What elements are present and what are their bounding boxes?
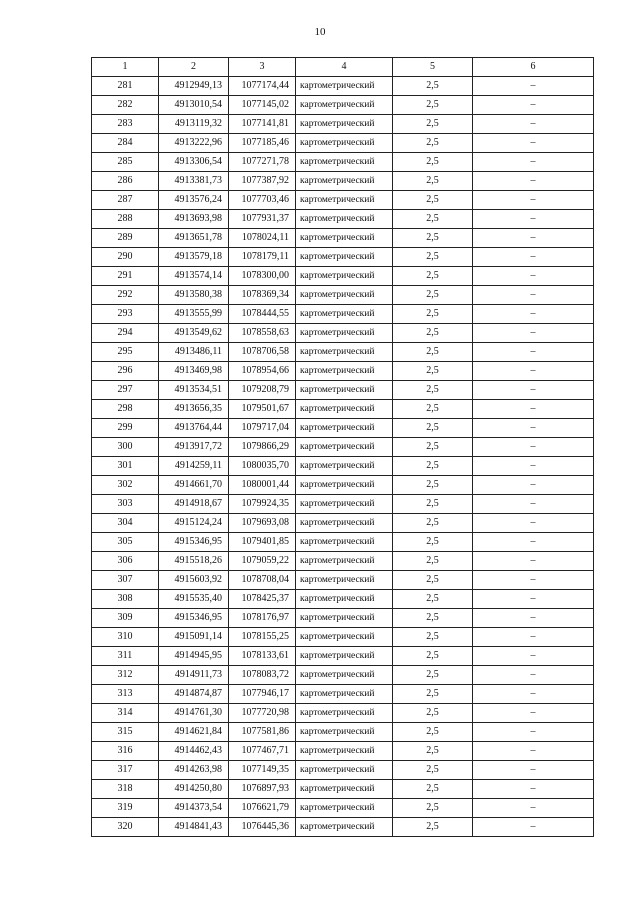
table-row: [92, 115, 594, 134]
table-row: [92, 628, 594, 647]
method-cell: картометрический: [296, 324, 393, 343]
accuracy-cell: 2,5: [393, 609, 473, 628]
point-number-cell: 295: [92, 343, 159, 362]
point-number-cell: 289: [92, 229, 159, 248]
table-row: [92, 818, 594, 837]
coord-y-cell: 1078444,55: [229, 305, 296, 324]
coord-x-cell: 4914661,70: [159, 476, 229, 495]
note-cell: –: [473, 343, 594, 362]
accuracy-cell: 2,5: [393, 229, 473, 248]
method-cell: картометрический: [296, 514, 393, 533]
coord-x-cell: 4914874,87: [159, 685, 229, 704]
point-number-cell: 291: [92, 267, 159, 286]
coord-x-cell: 4913119,32: [159, 115, 229, 134]
note-cell: –: [473, 96, 594, 115]
note-cell: –: [473, 514, 594, 533]
coord-y-cell: 1077946,17: [229, 685, 296, 704]
coord-y-cell: 1076897,93: [229, 780, 296, 799]
point-number-cell: 301: [92, 457, 159, 476]
note-cell: –: [473, 191, 594, 210]
accuracy-cell: 2,5: [393, 438, 473, 457]
accuracy-cell: 2,5: [393, 761, 473, 780]
coord-y-cell: 1077174,44: [229, 77, 296, 96]
point-number-cell: 296: [92, 362, 159, 381]
accuracy-cell: 2,5: [393, 780, 473, 799]
coord-x-cell: 4913693,98: [159, 210, 229, 229]
table-row: [92, 419, 594, 438]
table-row: [92, 172, 594, 191]
coord-x-cell: 4914373,54: [159, 799, 229, 818]
coord-y-cell: 1078558,63: [229, 324, 296, 343]
note-cell: –: [473, 628, 594, 647]
point-number-cell: 318: [92, 780, 159, 799]
note-cell: –: [473, 286, 594, 305]
note-cell: –: [473, 742, 594, 761]
accuracy-cell: 2,5: [393, 381, 473, 400]
table-row: [92, 229, 594, 248]
coord-y-cell: 1077185,46: [229, 134, 296, 153]
method-cell: картометрический: [296, 761, 393, 780]
point-number-cell: 282: [92, 96, 159, 115]
table-body: [92, 77, 594, 837]
accuracy-cell: 2,5: [393, 362, 473, 381]
coord-y-cell: 1079059,22: [229, 552, 296, 571]
coord-x-cell: 4914263,98: [159, 761, 229, 780]
coord-x-cell: 4913381,73: [159, 172, 229, 191]
accuracy-cell: 2,5: [393, 514, 473, 533]
table-row: [92, 476, 594, 495]
accuracy-cell: 2,5: [393, 476, 473, 495]
accuracy-cell: 2,5: [393, 248, 473, 267]
method-cell: картометрический: [296, 628, 393, 647]
note-cell: –: [473, 647, 594, 666]
coord-x-cell: 4913486,11: [159, 343, 229, 362]
note-cell: –: [473, 666, 594, 685]
point-number-cell: 306: [92, 552, 159, 571]
coord-x-cell: 4914841,43: [159, 818, 229, 837]
point-number-cell: 283: [92, 115, 159, 134]
method-cell: картометрический: [296, 419, 393, 438]
method-cell: картометрический: [296, 780, 393, 799]
point-number-cell: 303: [92, 495, 159, 514]
table-row: [92, 362, 594, 381]
table-row: [92, 77, 594, 96]
coordinates-table: [91, 57, 594, 837]
header-cell-3: 3: [229, 58, 296, 77]
coord-x-cell: 4913651,78: [159, 229, 229, 248]
note-cell: –: [473, 609, 594, 628]
point-number-cell: 288: [92, 210, 159, 229]
page-number: 10: [314, 26, 326, 38]
accuracy-cell: 2,5: [393, 96, 473, 115]
coord-y-cell: 1080035,70: [229, 457, 296, 476]
coord-y-cell: 1079401,85: [229, 533, 296, 552]
note-cell: –: [473, 552, 594, 571]
coord-y-cell: 1077141,81: [229, 115, 296, 134]
point-number-cell: 320: [92, 818, 159, 837]
table-row: [92, 305, 594, 324]
point-number-cell: 305: [92, 533, 159, 552]
method-cell: картометрический: [296, 343, 393, 362]
note-cell: –: [473, 704, 594, 723]
note-cell: –: [473, 229, 594, 248]
accuracy-cell: 2,5: [393, 305, 473, 324]
coord-x-cell: 4913917,72: [159, 438, 229, 457]
accuracy-cell: 2,5: [393, 818, 473, 837]
coord-x-cell: 4913534,51: [159, 381, 229, 400]
table-row: [92, 248, 594, 267]
accuracy-cell: 2,5: [393, 742, 473, 761]
note-cell: –: [473, 723, 594, 742]
note-cell: –: [473, 115, 594, 134]
coord-x-cell: 4914462,43: [159, 742, 229, 761]
coord-y-cell: 1078133,61: [229, 647, 296, 666]
coord-x-cell: 4913574,14: [159, 267, 229, 286]
accuracy-cell: 2,5: [393, 343, 473, 362]
point-number-cell: 284: [92, 134, 159, 153]
point-number-cell: 297: [92, 381, 159, 400]
method-cell: картометрический: [296, 818, 393, 837]
header-cell-1: 1: [92, 58, 159, 77]
note-cell: –: [473, 172, 594, 191]
header-cell-6: 6: [473, 58, 594, 77]
coord-x-cell: 4914761,30: [159, 704, 229, 723]
point-number-cell: 317: [92, 761, 159, 780]
accuracy-cell: 2,5: [393, 210, 473, 229]
method-cell: картометрический: [296, 685, 393, 704]
table-row: [92, 647, 594, 666]
coord-y-cell: 1079501,67: [229, 400, 296, 419]
accuracy-cell: 2,5: [393, 647, 473, 666]
method-cell: картометрический: [296, 286, 393, 305]
coord-x-cell: 4913764,44: [159, 419, 229, 438]
table-row: [92, 552, 594, 571]
coord-x-cell: 4913656,35: [159, 400, 229, 419]
coord-y-cell: 1077387,92: [229, 172, 296, 191]
table-row: [92, 343, 594, 362]
table-row: [92, 324, 594, 343]
accuracy-cell: 2,5: [393, 723, 473, 742]
point-number-cell: 319: [92, 799, 159, 818]
method-cell: картометрический: [296, 552, 393, 571]
coord-y-cell: 1077581,86: [229, 723, 296, 742]
method-cell: картометрический: [296, 153, 393, 172]
table-row: [92, 761, 594, 780]
point-number-cell: 298: [92, 400, 159, 419]
point-number-cell: 299: [92, 419, 159, 438]
coord-x-cell: 4913010,54: [159, 96, 229, 115]
accuracy-cell: 2,5: [393, 704, 473, 723]
method-cell: картометрический: [296, 533, 393, 552]
coord-x-cell: 4913549,62: [159, 324, 229, 343]
table-row: [92, 191, 594, 210]
table-row: [92, 438, 594, 457]
note-cell: –: [473, 210, 594, 229]
note-cell: –: [473, 495, 594, 514]
table-row: [92, 381, 594, 400]
point-number-cell: 292: [92, 286, 159, 305]
coord-y-cell: 1079717,04: [229, 419, 296, 438]
coord-x-cell: 4915091,14: [159, 628, 229, 647]
coord-x-cell: 4915603,92: [159, 571, 229, 590]
coord-x-cell: 4913555,99: [159, 305, 229, 324]
coord-x-cell: 4914918,67: [159, 495, 229, 514]
note-cell: –: [473, 571, 594, 590]
coord-y-cell: 1078176,97: [229, 609, 296, 628]
coord-y-cell: 1079208,79: [229, 381, 296, 400]
point-number-cell: 309: [92, 609, 159, 628]
table-row: [92, 267, 594, 286]
coord-y-cell: 1080001,44: [229, 476, 296, 495]
point-number-cell: 310: [92, 628, 159, 647]
method-cell: картометрический: [296, 267, 393, 286]
coord-x-cell: 4915124,24: [159, 514, 229, 533]
method-cell: картометрический: [296, 799, 393, 818]
method-cell: картометрический: [296, 77, 393, 96]
table-row: [92, 533, 594, 552]
accuracy-cell: 2,5: [393, 267, 473, 286]
method-cell: картометрический: [296, 305, 393, 324]
note-cell: –: [473, 400, 594, 419]
table-row: [92, 780, 594, 799]
coord-y-cell: 1077271,78: [229, 153, 296, 172]
table-header: [92, 58, 594, 77]
table-row: [92, 704, 594, 723]
coord-y-cell: 1076621,79: [229, 799, 296, 818]
header-cell-5: 5: [393, 58, 473, 77]
coord-y-cell: 1078369,34: [229, 286, 296, 305]
note-cell: –: [473, 134, 594, 153]
accuracy-cell: 2,5: [393, 590, 473, 609]
method-cell: картометрический: [296, 704, 393, 723]
coord-x-cell: 4915346,95: [159, 609, 229, 628]
coord-y-cell: 1078954,66: [229, 362, 296, 381]
point-number-cell: 293: [92, 305, 159, 324]
table-row: [92, 742, 594, 761]
accuracy-cell: 2,5: [393, 457, 473, 476]
method-cell: картометрический: [296, 609, 393, 628]
point-number-cell: 302: [92, 476, 159, 495]
table-row: [92, 134, 594, 153]
accuracy-cell: 2,5: [393, 324, 473, 343]
note-cell: –: [473, 305, 594, 324]
coord-x-cell: 4913222,96: [159, 134, 229, 153]
method-cell: картометрический: [296, 96, 393, 115]
coord-x-cell: 4913579,18: [159, 248, 229, 267]
point-number-cell: 315: [92, 723, 159, 742]
point-number-cell: 281: [92, 77, 159, 96]
table-row: [92, 153, 594, 172]
table-row: [92, 514, 594, 533]
note-cell: –: [473, 77, 594, 96]
accuracy-cell: 2,5: [393, 552, 473, 571]
coord-y-cell: 1077145,02: [229, 96, 296, 115]
table-row: [92, 799, 594, 818]
coord-y-cell: 1078706,58: [229, 343, 296, 362]
table-row: [92, 609, 594, 628]
note-cell: –: [473, 799, 594, 818]
note-cell: –: [473, 153, 594, 172]
table-row: [92, 210, 594, 229]
coord-x-cell: 4914945,95: [159, 647, 229, 666]
method-cell: картометрический: [296, 742, 393, 761]
coord-x-cell: 4912949,13: [159, 77, 229, 96]
coord-y-cell: 1077467,71: [229, 742, 296, 761]
coord-y-cell: 1078024,11: [229, 229, 296, 248]
method-cell: картометрический: [296, 362, 393, 381]
method-cell: картометрический: [296, 495, 393, 514]
header-cell-4: 4: [296, 58, 393, 77]
coord-y-cell: 1078300,00: [229, 267, 296, 286]
header-cell-2: 2: [159, 58, 229, 77]
note-cell: –: [473, 419, 594, 438]
point-number-cell: 312: [92, 666, 159, 685]
coord-x-cell: 4914250,80: [159, 780, 229, 799]
method-cell: картометрический: [296, 723, 393, 742]
coord-y-cell: 1078708,04: [229, 571, 296, 590]
accuracy-cell: 2,5: [393, 799, 473, 818]
coord-x-cell: 4914911,73: [159, 666, 229, 685]
table-row: [92, 286, 594, 305]
accuracy-cell: 2,5: [393, 77, 473, 96]
note-cell: –: [473, 324, 594, 343]
method-cell: картометрический: [296, 476, 393, 495]
coord-y-cell: 1078425,37: [229, 590, 296, 609]
accuracy-cell: 2,5: [393, 134, 473, 153]
coord-y-cell: 1078179,11: [229, 248, 296, 267]
accuracy-cell: 2,5: [393, 533, 473, 552]
method-cell: картометрический: [296, 191, 393, 210]
coord-y-cell: 1077931,37: [229, 210, 296, 229]
method-cell: картометрический: [296, 248, 393, 267]
coord-y-cell: 1078083,72: [229, 666, 296, 685]
method-cell: картометрический: [296, 590, 393, 609]
coord-y-cell: 1077720,98: [229, 704, 296, 723]
accuracy-cell: 2,5: [393, 495, 473, 514]
coord-y-cell: 1076445,36: [229, 818, 296, 837]
table-row: [92, 495, 594, 514]
note-cell: –: [473, 761, 594, 780]
table-row: [92, 571, 594, 590]
method-cell: картометрический: [296, 571, 393, 590]
coord-x-cell: 4913469,98: [159, 362, 229, 381]
coord-y-cell: 1079693,08: [229, 514, 296, 533]
point-number-cell: 300: [92, 438, 159, 457]
accuracy-cell: 2,5: [393, 191, 473, 210]
coord-y-cell: 1077149,35: [229, 761, 296, 780]
method-cell: картометрический: [296, 210, 393, 229]
coord-x-cell: 4915346,95: [159, 533, 229, 552]
note-cell: –: [473, 476, 594, 495]
accuracy-cell: 2,5: [393, 400, 473, 419]
method-cell: картометрический: [296, 666, 393, 685]
note-cell: –: [473, 362, 594, 381]
coord-x-cell: 4914621,84: [159, 723, 229, 742]
accuracy-cell: 2,5: [393, 685, 473, 704]
method-cell: картометрический: [296, 229, 393, 248]
coord-x-cell: 4913306,54: [159, 153, 229, 172]
point-number-cell: 290: [92, 248, 159, 267]
note-cell: –: [473, 457, 594, 476]
coord-x-cell: 4913576,24: [159, 191, 229, 210]
accuracy-cell: 2,5: [393, 571, 473, 590]
method-cell: картометрический: [296, 172, 393, 191]
coord-x-cell: 4915535,40: [159, 590, 229, 609]
note-cell: –: [473, 780, 594, 799]
coord-y-cell: 1078155,25: [229, 628, 296, 647]
point-number-cell: 313: [92, 685, 159, 704]
note-cell: –: [473, 438, 594, 457]
table-row: [92, 723, 594, 742]
note-cell: –: [473, 267, 594, 286]
point-number-cell: 286: [92, 172, 159, 191]
accuracy-cell: 2,5: [393, 628, 473, 647]
header-row: [92, 58, 594, 77]
coord-x-cell: 4915518,26: [159, 552, 229, 571]
note-cell: –: [473, 533, 594, 552]
note-cell: –: [473, 818, 594, 837]
method-cell: картометрический: [296, 438, 393, 457]
coord-y-cell: 1077703,46: [229, 191, 296, 210]
table-row: [92, 96, 594, 115]
table-row: [92, 590, 594, 609]
table-row: [92, 666, 594, 685]
point-number-cell: 304: [92, 514, 159, 533]
note-cell: –: [473, 248, 594, 267]
note-cell: –: [473, 381, 594, 400]
coord-x-cell: 4913580,38: [159, 286, 229, 305]
note-cell: –: [473, 685, 594, 704]
accuracy-cell: 2,5: [393, 286, 473, 305]
accuracy-cell: 2,5: [393, 153, 473, 172]
method-cell: картометрический: [296, 647, 393, 666]
accuracy-cell: 2,5: [393, 666, 473, 685]
accuracy-cell: 2,5: [393, 115, 473, 134]
point-number-cell: 307: [92, 571, 159, 590]
table-row: [92, 457, 594, 476]
table-row: [92, 400, 594, 419]
method-cell: картометрический: [296, 134, 393, 153]
point-number-cell: 294: [92, 324, 159, 343]
point-number-cell: 285: [92, 153, 159, 172]
coord-x-cell: 4914259,11: [159, 457, 229, 476]
point-number-cell: 316: [92, 742, 159, 761]
accuracy-cell: 2,5: [393, 419, 473, 438]
method-cell: картометрический: [296, 381, 393, 400]
coord-y-cell: 1079866,29: [229, 438, 296, 457]
note-cell: –: [473, 590, 594, 609]
point-number-cell: 308: [92, 590, 159, 609]
accuracy-cell: 2,5: [393, 172, 473, 191]
point-number-cell: 311: [92, 647, 159, 666]
table-row: [92, 685, 594, 704]
point-number-cell: 314: [92, 704, 159, 723]
method-cell: картометрический: [296, 115, 393, 134]
coord-y-cell: 1079924,35: [229, 495, 296, 514]
method-cell: картометрический: [296, 400, 393, 419]
method-cell: картометрический: [296, 457, 393, 476]
point-number-cell: 287: [92, 191, 159, 210]
